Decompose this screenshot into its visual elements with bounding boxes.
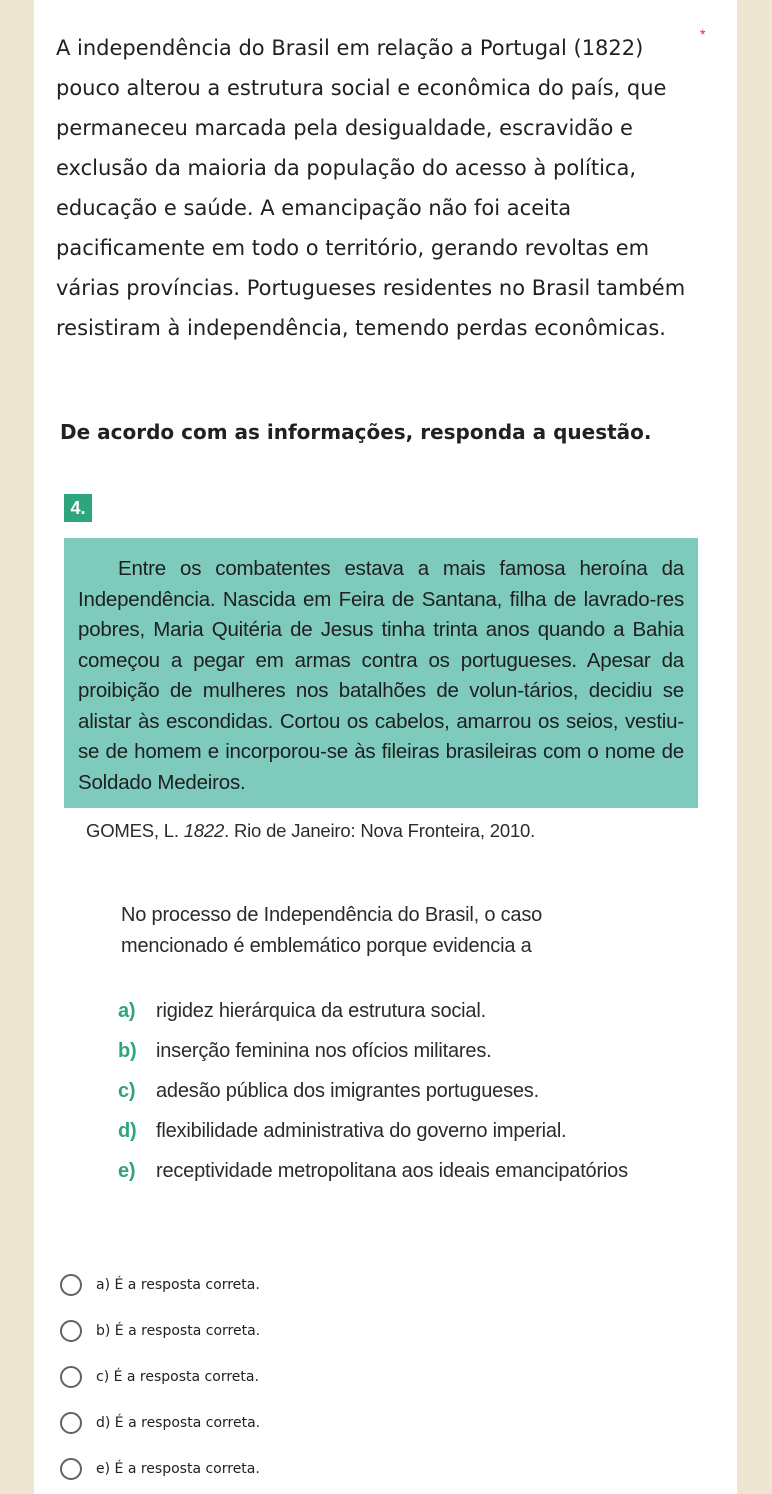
option-d[interactable] bbox=[60, 1400, 700, 1446]
option-label: d) É a resposta correta. bbox=[96, 1415, 261, 1431]
question-instruction: De acordo com as informações, responda a questão. bbox=[60, 420, 652, 444]
option-label: e) É a resposta correta. bbox=[96, 1461, 260, 1477]
alternative-letter: e) bbox=[118, 1160, 136, 1182]
alternative-d bbox=[118, 1116, 638, 1147]
source-title: 1822 bbox=[183, 820, 225, 841]
source-author: GOMES, L. bbox=[86, 820, 179, 841]
alternative-text: adesão pública dos imigrantes portugueses. bbox=[156, 1080, 539, 1102]
question-title: A independência do Brasil em relação a Portugal (1822) pouco alterou a estrutura social e econômica do país, que permaneceu marcada pela desigualdade, escravidão e exclusão da maioria da população do acesso à política, educação e saúde. A emancipação não foi aceita pacificamente em todo o território, gerando revoltas em várias províncias. Portugueses residentes no Brasil também resistiram à independência, temendo perdas econômicas. bbox=[56, 36, 686, 340]
question-number-badge: 4. bbox=[64, 494, 92, 522]
radio-button-b[interactable] bbox=[60, 1320, 82, 1342]
option-label: b) É a resposta correta. bbox=[96, 1323, 261, 1339]
alternative-letter: b) bbox=[118, 1040, 137, 1062]
option-label: c) É a resposta correta. bbox=[96, 1369, 259, 1385]
source-publisher: . Rio de Janeiro: Nova Fronteira, 2010. bbox=[224, 820, 536, 841]
alternatives-list bbox=[118, 996, 638, 1196]
question-image bbox=[56, 482, 706, 1242]
alternative-b bbox=[118, 1036, 638, 1067]
alternative-text: inserção feminina nos ofícios militares. bbox=[156, 1040, 492, 1062]
radio-button-d[interactable] bbox=[60, 1412, 82, 1434]
question-stem: No processo de Independência do Brasil, o caso mencionado é emblemático porque evidencia a bbox=[121, 904, 543, 957]
radio-button-c[interactable] bbox=[60, 1366, 82, 1388]
alternative-letter: c) bbox=[118, 1080, 136, 1102]
answer-options bbox=[60, 1262, 700, 1492]
alternative-letter: a) bbox=[118, 1000, 136, 1022]
option-label: a) É a resposta correta. bbox=[96, 1277, 260, 1293]
excerpt-text: Entre os combatentes estava a mais famosa heroína da Independência. Nascida em Feira de Santana, filha de lavrado-res pobres, Maria Quitéria de Jesus tinha trinta anos quando a Bahia começou a pegar em armas contra os portugueses. Apesar da proibição de mulheres nos batalhões de volun-tários, decidiu se alistar às escondidas. Cortou os cabelos, amarrou os seios, vestiu-se de homem e incorporou-se às fileiras brasileiras com o nome de Soldado Medeiros. bbox=[78, 557, 684, 794]
alternative-c bbox=[118, 1076, 638, 1107]
required-marker: * bbox=[700, 26, 706, 42]
option-b[interactable] bbox=[60, 1308, 700, 1354]
alternative-letter: d) bbox=[118, 1120, 137, 1142]
radio-button-a[interactable] bbox=[60, 1274, 82, 1296]
radio-button-e[interactable] bbox=[60, 1458, 82, 1480]
alternative-text: receptividade metropolitana aos ideais emancipatórios bbox=[156, 1160, 628, 1182]
option-e[interactable] bbox=[60, 1446, 700, 1492]
option-a[interactable] bbox=[60, 1262, 700, 1308]
alternative-text: flexibilidade administrativa do governo imperial. bbox=[156, 1120, 567, 1142]
option-c[interactable] bbox=[60, 1354, 700, 1400]
excerpt-box bbox=[64, 538, 698, 808]
alternative-a bbox=[118, 996, 638, 1027]
alternative-text: rigidez hierárquica da estrutura social. bbox=[156, 1000, 486, 1022]
excerpt-source bbox=[86, 820, 535, 842]
alternative-e bbox=[118, 1156, 638, 1187]
